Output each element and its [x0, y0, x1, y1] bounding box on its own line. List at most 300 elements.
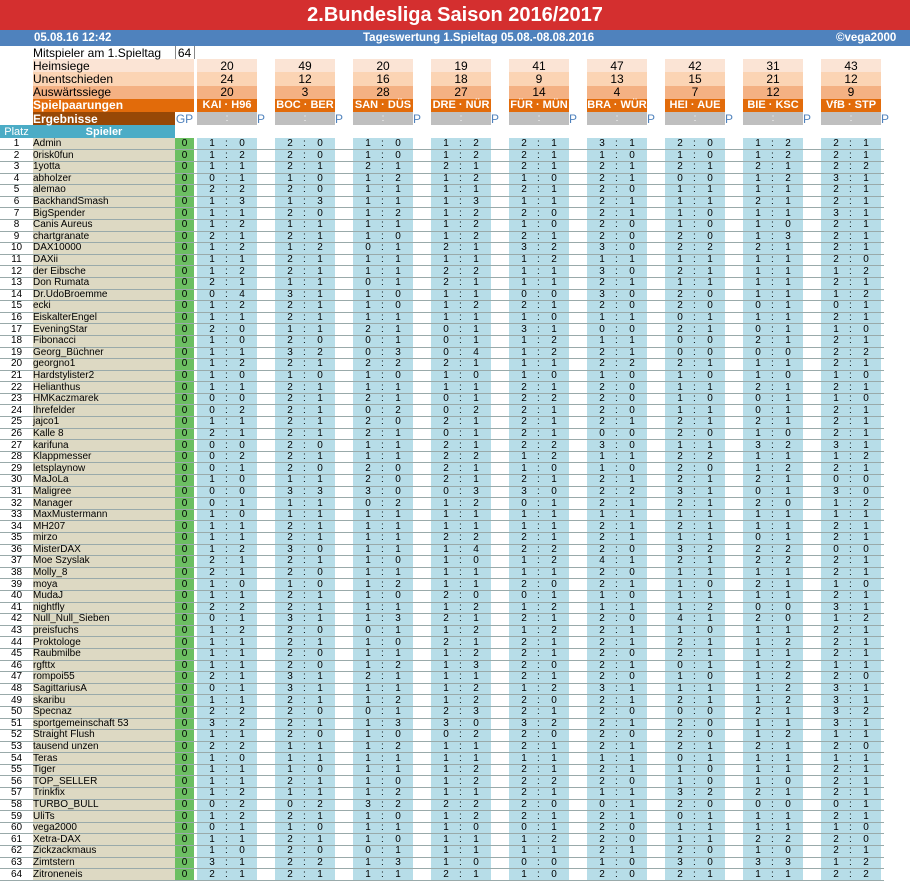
- pairing-header: VfB · STP: [821, 99, 881, 112]
- player-tip: 1 : 2: [509, 556, 569, 568]
- tip-away: 2: [551, 543, 557, 555]
- player-points: [335, 324, 353, 336]
- player-tip: 1 : 1: [197, 417, 257, 429]
- player-tip: 1 : 0: [353, 590, 413, 602]
- player-points: [881, 312, 884, 324]
- player-row: [0, 162, 908, 174]
- tip-away: 2: [551, 717, 557, 729]
- player-name[interactable]: [33, 162, 175, 174]
- tip-away: 0: [317, 729, 323, 741]
- player-tip: 2 : 2: [509, 776, 569, 788]
- tip-home: 2: [755, 474, 761, 486]
- player-name[interactable]: [33, 138, 175, 150]
- player-name[interactable]: [33, 173, 175, 185]
- tip-away: 1: [239, 822, 245, 834]
- tip-away: 1: [317, 775, 323, 787]
- player-name[interactable]: [33, 486, 175, 498]
- player-name[interactable]: [33, 730, 175, 742]
- player-name[interactable]: [33, 521, 175, 533]
- tip-away: 1: [473, 787, 479, 799]
- tip-away: 2: [395, 497, 401, 509]
- player-points: [335, 869, 353, 881]
- tip-home: 0: [755, 601, 761, 613]
- tip-home: 1: [755, 509, 761, 521]
- tip-home: 1: [677, 671, 683, 683]
- tip-away: 1: [707, 567, 713, 579]
- auswaerts-value: 4: [587, 86, 647, 99]
- player-points: [257, 173, 275, 185]
- player-rank: 22: [0, 382, 33, 394]
- tip-away: 1: [785, 196, 791, 208]
- player-name[interactable]: [33, 544, 175, 556]
- player-tip: 1 : 1: [353, 753, 413, 765]
- player-points: [803, 533, 821, 545]
- tip-away: 0: [863, 671, 869, 683]
- player-points: [413, 162, 431, 174]
- tip-away: 2: [707, 787, 713, 799]
- tip-home: 0: [443, 323, 449, 335]
- player-tip: 0 : 1: [353, 335, 413, 347]
- tip-home: 1: [365, 509, 371, 521]
- tip-away: 1: [707, 590, 713, 602]
- tip-home: 2: [287, 254, 293, 266]
- player-tip: 0 : 0: [509, 857, 569, 869]
- tip-away: 1: [785, 254, 791, 266]
- tip-home: 1: [521, 277, 527, 289]
- player-points: [257, 706, 275, 718]
- player-name[interactable]: [33, 498, 175, 510]
- player-points: [569, 544, 587, 556]
- player-name[interactable]: [33, 266, 175, 278]
- tip-away: 1: [551, 404, 557, 416]
- player-name[interactable]: [33, 672, 175, 684]
- pairing-header: SAN · DÜS: [354, 99, 412, 112]
- auswaerts-value: 7: [665, 86, 725, 99]
- tip-home: 1: [599, 254, 605, 266]
- tip-away: 3: [395, 346, 401, 358]
- tip-away: 1: [317, 694, 323, 706]
- player-tip: 2 : 1: [509, 417, 569, 429]
- player-rank: 26: [0, 428, 33, 440]
- tip-away: 1: [551, 845, 557, 857]
- player-tip: 1 : 1: [197, 533, 257, 545]
- player-name[interactable]: [33, 347, 175, 359]
- player-points: [491, 764, 509, 776]
- player-name[interactable]: [33, 590, 175, 602]
- tip-away: 2: [239, 543, 245, 555]
- player-tip: 1 : 1: [275, 219, 335, 231]
- player-name[interactable]: [33, 834, 175, 846]
- player-name[interactable]: [33, 695, 175, 707]
- tip-away: 1: [317, 613, 323, 625]
- player-name[interactable]: [33, 393, 175, 405]
- tip-home: 2: [599, 172, 605, 184]
- player-points: [569, 509, 587, 521]
- player-points: [881, 428, 884, 440]
- player-points: [413, 834, 431, 846]
- heimsiege-value: 20: [197, 59, 257, 72]
- player-tip: 2 : 1: [821, 138, 881, 150]
- player-tip: 1 : 0: [665, 776, 725, 788]
- player-points: [881, 335, 884, 347]
- player-points: [413, 614, 431, 626]
- pairing-header: KAI · H96: [197, 99, 257, 112]
- player-points: [647, 475, 665, 487]
- player-name[interactable]: [33, 185, 175, 197]
- player-points: [725, 498, 743, 510]
- player-name[interactable]: [33, 614, 175, 626]
- player-name[interactable]: [33, 208, 175, 220]
- player-name[interactable]: [33, 405, 175, 417]
- pairing-header: BRA · WÜR: [587, 99, 647, 112]
- tip-home: 2: [521, 300, 527, 312]
- player-tip: 1 : 1: [353, 869, 413, 881]
- player-points: [491, 196, 509, 208]
- tip-away: 2: [317, 798, 323, 810]
- player-points: [335, 579, 353, 591]
- tip-away: 0: [629, 543, 635, 555]
- tip-home: 0: [755, 346, 761, 358]
- tip-home: 2: [209, 230, 215, 242]
- player-tip: 0 : 0: [509, 289, 569, 301]
- player-name-label: Moe Szyslak: [33, 555, 90, 567]
- tip-home: 1: [365, 868, 371, 880]
- player-tip: 1 : 1: [275, 788, 335, 800]
- tip-home: 1: [209, 300, 215, 312]
- player-points: [569, 208, 587, 220]
- player-name[interactable]: [33, 776, 175, 788]
- player-tip: 2 : 1: [665, 648, 725, 660]
- tip-home: 2: [599, 161, 605, 173]
- player-name[interactable]: [33, 231, 175, 243]
- tip-home: 1: [521, 369, 527, 381]
- player-name[interactable]: [33, 846, 175, 858]
- tip-home: 2: [677, 798, 683, 810]
- tip-home: 1: [755, 752, 761, 764]
- tip-home: 2: [599, 381, 605, 393]
- player-gp: 0: [175, 718, 194, 730]
- tip-away: 1: [317, 590, 323, 602]
- player-points: [569, 706, 587, 718]
- player-name[interactable]: [33, 556, 175, 568]
- player-row: [0, 857, 908, 869]
- tip-away: 1: [317, 671, 323, 683]
- player-points: [413, 451, 431, 463]
- player-points: [647, 683, 665, 695]
- player-row: [0, 648, 908, 660]
- tip-home: 2: [287, 381, 293, 393]
- player-name[interactable]: [33, 579, 175, 591]
- player-header-row: [0, 125, 908, 138]
- player-points: [725, 857, 743, 869]
- player-points: [257, 150, 275, 162]
- player-tip: 2 : 1: [665, 556, 725, 568]
- tip-away: 1: [317, 265, 323, 277]
- tip-home: 1: [755, 590, 761, 602]
- player-name[interactable]: [33, 602, 175, 614]
- result-cell: :: [587, 112, 647, 125]
- tip-home: 2: [755, 833, 761, 845]
- tip-home: 2: [755, 706, 761, 718]
- player-name[interactable]: [33, 301, 175, 313]
- player-name[interactable]: [33, 811, 175, 823]
- player-points: [257, 428, 275, 440]
- player-name-label: Zimtstern: [33, 856, 75, 868]
- player-name[interactable]: [33, 533, 175, 545]
- player-tip: 1 : 0: [275, 579, 335, 591]
- player-name[interactable]: [33, 417, 175, 429]
- player-points: [647, 857, 665, 869]
- player-rank: 10: [0, 243, 33, 255]
- player-points: [881, 660, 884, 672]
- player-points: [257, 822, 275, 834]
- player-points: [803, 243, 821, 255]
- player-tip: 0 : 0: [665, 347, 725, 359]
- tip-home: 2: [599, 543, 605, 555]
- player-name[interactable]: [33, 219, 175, 231]
- tip-home: 2: [755, 555, 761, 567]
- player-tip: 1 : 1: [353, 382, 413, 394]
- player-points: [803, 579, 821, 591]
- player-tip: 2 : 1: [743, 475, 803, 487]
- result-cell: :: [743, 112, 803, 125]
- tip-away: 1: [785, 509, 791, 521]
- tip-home: 2: [287, 833, 293, 845]
- tip-away: 1: [785, 393, 791, 405]
- tip-away: 1: [629, 659, 635, 671]
- player-tip: 1 : 0: [665, 219, 725, 231]
- tip-away: 0: [629, 427, 635, 439]
- player-gp: 0: [175, 451, 194, 463]
- tip-away: 2: [239, 625, 245, 637]
- player-name-label: Admin: [33, 137, 62, 149]
- player-tip: 0 : 1: [353, 243, 413, 255]
- tip-home: 0: [755, 404, 761, 416]
- player-tip: 2 : 1: [743, 741, 803, 753]
- player-points: [881, 289, 884, 301]
- tip-away: 1: [239, 312, 245, 324]
- tip-away: 1: [785, 451, 791, 463]
- player-points: [335, 173, 353, 185]
- tip-home: 2: [833, 184, 839, 196]
- player-points: [335, 718, 353, 730]
- tip-away: 1: [785, 822, 791, 834]
- tip-away: 1: [629, 740, 635, 752]
- player-name[interactable]: [33, 637, 175, 649]
- tip-home: 3: [677, 787, 683, 799]
- tip-away: 1: [473, 833, 479, 845]
- player-name[interactable]: [33, 289, 175, 301]
- tip-away: 0: [395, 775, 401, 787]
- player-tip: 3 : 0: [587, 289, 647, 301]
- player-name[interactable]: [33, 683, 175, 695]
- player-tip: 0 : 2: [353, 405, 413, 417]
- player-name-label: der Eibsche: [33, 265, 86, 277]
- tip-home: 1: [365, 520, 371, 532]
- player-name[interactable]: [33, 370, 175, 382]
- tip-away: 1: [863, 172, 869, 184]
- tip-home: 1: [755, 648, 761, 660]
- tip-home: 2: [209, 868, 215, 880]
- player-name[interactable]: [33, 324, 175, 336]
- player-name[interactable]: [33, 718, 175, 730]
- player-points: [647, 533, 665, 545]
- player-points: [881, 359, 884, 371]
- player-tip: 2 : 2: [821, 347, 881, 359]
- player-name[interactable]: [33, 788, 175, 800]
- player-row: [0, 173, 908, 185]
- tip-away: 1: [707, 358, 713, 370]
- player-name[interactable]: [33, 869, 175, 881]
- player-name[interactable]: [33, 567, 175, 579]
- tip-away: 0: [629, 648, 635, 660]
- player-tip: 2 : 0: [275, 846, 335, 858]
- player-tip: 3 : 0: [431, 718, 491, 730]
- player-name[interactable]: [33, 335, 175, 347]
- tip-home: 2: [599, 729, 605, 741]
- player-gp: 0: [175, 277, 194, 289]
- tip-away: 0: [629, 462, 635, 474]
- player-rank: 15: [0, 301, 33, 313]
- player-points: [725, 730, 743, 742]
- player-name[interactable]: [33, 706, 175, 718]
- tip-home: 1: [755, 230, 761, 242]
- player-points: [335, 301, 353, 313]
- tip-away: 1: [239, 277, 245, 289]
- player-name[interactable]: [33, 312, 175, 324]
- tip-away: 1: [785, 740, 791, 752]
- player-tip: 1 : 1: [509, 196, 569, 208]
- player-points: [491, 208, 509, 220]
- player-points: [413, 753, 431, 765]
- tip-away: 2: [395, 659, 401, 671]
- tip-away: 3: [785, 856, 791, 868]
- player-name[interactable]: [33, 463, 175, 475]
- player-name[interactable]: [33, 799, 175, 811]
- player-points: [725, 869, 743, 881]
- player-points: [335, 463, 353, 475]
- result-cell: :: [197, 112, 257, 125]
- player-tip: 2 : 1: [431, 162, 491, 174]
- tip-home: 1: [365, 149, 371, 161]
- player-tip: 2 : 1: [665, 741, 725, 753]
- player-tip: 1 : 1: [821, 509, 881, 521]
- pairing-header: HEI · AUE: [665, 99, 725, 112]
- auswaerts-row: [0, 86, 908, 99]
- player-name[interactable]: [33, 243, 175, 255]
- tip-home: 2: [599, 740, 605, 752]
- tip-away: 2: [863, 346, 869, 358]
- player-name[interactable]: [33, 625, 175, 637]
- player-name[interactable]: [33, 428, 175, 440]
- tip-home: 0: [443, 427, 449, 439]
- points-header: P: [647, 112, 665, 125]
- tip-home: 2: [521, 613, 527, 625]
- result-cell: :: [353, 112, 413, 125]
- player-points: [569, 335, 587, 347]
- tip-home: 2: [443, 613, 449, 625]
- tip-away: 2: [863, 856, 869, 868]
- player-name[interactable]: [33, 150, 175, 162]
- player-points: [803, 869, 821, 881]
- player-tip: 0 : 1: [509, 498, 569, 510]
- tip-home: 2: [755, 740, 761, 752]
- tip-away: 2: [707, 451, 713, 463]
- tip-away: 1: [317, 427, 323, 439]
- tip-home: 1: [209, 149, 215, 161]
- tip-away: 1: [473, 312, 479, 324]
- player-name[interactable]: [33, 277, 175, 289]
- tip-home: 1: [365, 254, 371, 266]
- player-name[interactable]: [33, 451, 175, 463]
- tip-home: 1: [209, 137, 215, 149]
- player-name[interactable]: [33, 660, 175, 672]
- tip-home: 1: [443, 567, 449, 579]
- player-points: [491, 730, 509, 742]
- player-points: [647, 648, 665, 660]
- player-tip: 1 : 1: [431, 289, 491, 301]
- tip-home: 2: [443, 358, 449, 370]
- player-name[interactable]: [33, 382, 175, 394]
- player-rank: 46: [0, 660, 33, 672]
- tip-away: 0: [629, 219, 635, 231]
- tip-away: 2: [785, 137, 791, 149]
- player-row: [0, 788, 908, 800]
- player-name[interactable]: [33, 764, 175, 776]
- player-points: [647, 822, 665, 834]
- tip-home: 1: [755, 683, 761, 695]
- tip-home: 2: [755, 787, 761, 799]
- player-name[interactable]: [33, 648, 175, 660]
- player-tip: 2 : 0: [821, 672, 881, 684]
- player-name[interactable]: [33, 440, 175, 452]
- player-tip: 1 : 1: [665, 822, 725, 834]
- player-name[interactable]: [33, 509, 175, 521]
- tip-away: 1: [551, 358, 557, 370]
- player-name-label: Hardstylister2: [33, 369, 95, 381]
- player-name[interactable]: [33, 196, 175, 208]
- player-tip: 1 : 0: [275, 370, 335, 382]
- tip-home: 1: [443, 381, 449, 393]
- player-gp: 0: [175, 162, 194, 174]
- tip-away: 0: [317, 149, 323, 161]
- tip-home: 2: [599, 613, 605, 625]
- player-points: [725, 428, 743, 440]
- player-name-label: Straight Flush: [33, 729, 95, 741]
- player-name[interactable]: [33, 822, 175, 834]
- player-points: [335, 162, 353, 174]
- player-name[interactable]: [33, 254, 175, 266]
- player-tip: 2 : 0: [587, 567, 647, 579]
- player-row: [0, 533, 908, 545]
- player-points: [335, 648, 353, 660]
- player-points: [725, 637, 743, 649]
- player-row: [0, 440, 908, 452]
- player-points: [257, 196, 275, 208]
- tip-home: 3: [677, 485, 683, 497]
- tip-home: 1: [755, 137, 761, 149]
- player-name[interactable]: [33, 475, 175, 487]
- tip-home: 1: [521, 683, 527, 695]
- player-name[interactable]: [33, 753, 175, 765]
- tip-home: 1: [443, 149, 449, 161]
- player-name[interactable]: [33, 857, 175, 869]
- tip-away: 1: [473, 578, 479, 590]
- player-name[interactable]: [33, 359, 175, 371]
- player-name[interactable]: [33, 741, 175, 753]
- tip-away: 1: [863, 532, 869, 544]
- player-tip: 2 : 0: [665, 799, 725, 811]
